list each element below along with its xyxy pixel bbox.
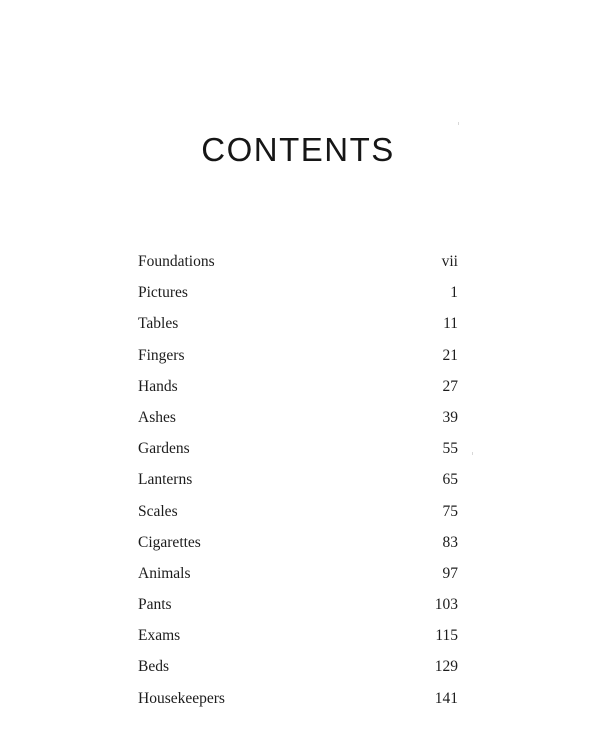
toc-entry [138,277,458,308]
toc-entry-page-number: 129 [434,658,458,676]
toc-entry-page-number: 27 [442,377,458,395]
toc-entry-title: Housekeepers [138,689,225,707]
toc-entry-page-number: 97 [442,564,458,582]
toc-entry-page-number: 21 [442,346,458,364]
toc-entry-title: Beds [138,658,169,676]
toc-entry-page-number: 115 [435,627,458,645]
toc-entry-title: Pants [138,596,172,614]
toc-entry-page-number: 65 [442,471,458,489]
toc-entry-title: Hands [138,377,178,395]
toc-entry [138,527,458,558]
toc-entry-title: Lanterns [138,471,193,489]
toc-entry [138,496,458,527]
toc-entry-title: Ashes [138,408,176,426]
toc-entry [138,340,458,371]
toc-entry [138,683,458,714]
toc-entry-title: Gardens [138,440,190,458]
toc-entry-page-number: 83 [442,533,458,551]
toc-entry-title: Foundations [138,253,215,270]
toc-entry-title: Cigarettes [138,533,201,551]
toc-entry [138,371,458,402]
toc-entry-title: Fingers [138,346,185,364]
toc-entry [138,558,458,589]
table-of-contents [138,246,458,714]
toc-entry-title: Animals [138,564,191,582]
toc-entry [138,651,458,682]
toc-entry-page-number: 141 [434,689,458,707]
toc-entry-title: Exams [138,627,181,645]
toc-entry-title: Tables [138,315,179,333]
toc-entry [138,308,458,339]
toc-entry [138,433,458,464]
contents-heading: CONTENTS [201,131,395,168]
toc-entry [138,620,458,651]
toc-entry [138,464,458,495]
toc-entry-page-number: 103 [434,596,458,614]
toc-entry-page-number: 11 [443,315,458,333]
toc-entry-title: Pictures [138,284,188,302]
toc-entry-page-number: vii [441,253,458,270]
toc-entry-page-number: 39 [442,408,458,426]
paper-speck [472,452,473,455]
paper-speck [458,122,459,125]
toc-entry-title: Scales [138,502,178,520]
toc-entry-page-number: 1 [450,284,458,302]
toc-entry [138,246,458,277]
toc-entry-page-number: 55 [442,440,458,458]
toc-entry [138,589,458,620]
toc-entry-page-number: 75 [442,502,458,520]
toc-entry [138,402,458,433]
